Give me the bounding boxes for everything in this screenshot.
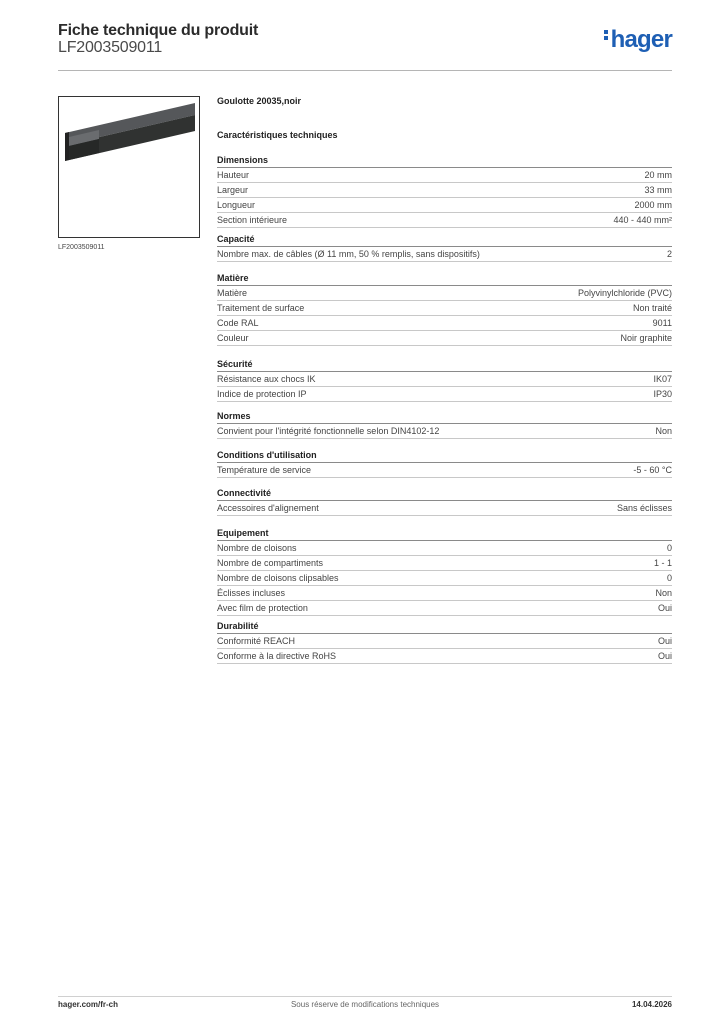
spec-value: 20 mm <box>644 170 672 180</box>
spec-value: 2 <box>666 249 672 259</box>
spec-section <box>217 357 672 402</box>
section-title: Matière <box>217 271 672 286</box>
spec-value: IK07 <box>653 374 672 384</box>
spec-label: Conforme à la directive RoHS <box>217 651 337 661</box>
section-title: Dimensions <box>217 153 672 168</box>
spec-row <box>217 634 672 649</box>
page-header <box>58 20 672 71</box>
spec-value: 2000 mm <box>634 200 672 210</box>
spec-label: Nombre de cloisons clipsables <box>217 573 339 583</box>
spec-label: Longueur <box>217 200 256 210</box>
spec-row <box>217 168 672 183</box>
page-footer <box>58 996 672 1013</box>
spec-value: Oui <box>657 651 672 661</box>
spec-row <box>217 649 672 664</box>
tech-heading: Caractéristiques techniques <box>217 130 338 140</box>
spec-value: Oui <box>657 603 672 613</box>
spec-value: Non <box>655 426 672 436</box>
section-title: Equipement <box>217 526 672 541</box>
logo-text: hager <box>610 26 672 53</box>
footer-date: 14.04.2026 <box>631 1000 672 1009</box>
product-name: Goulotte 20035,noir <box>217 96 302 106</box>
spec-label: Code RAL <box>217 318 259 328</box>
section-title: Capacité <box>217 232 672 247</box>
spec-row <box>217 198 672 213</box>
spec-label: Couleur <box>217 333 249 343</box>
spec-label: Éclisses incluses <box>217 588 286 598</box>
spec-label: Matière <box>217 288 248 298</box>
spec-label: Section intérieure <box>217 215 288 225</box>
spec-section <box>217 619 672 664</box>
spec-label: Traitement de surface <box>217 303 305 313</box>
spec-label: Largeur <box>217 185 249 195</box>
spec-value: Polyvinylchloride (PVC) <box>577 288 672 298</box>
image-caption: LF2003509011 <box>58 244 105 251</box>
page-title: Fiche technique du produit <box>58 22 259 39</box>
section-title: Connectivité <box>217 486 672 501</box>
spec-value: Sans éclisses <box>616 503 672 513</box>
spec-section <box>217 486 672 516</box>
spec-row <box>217 316 672 331</box>
spec-label: Température de service <box>217 465 312 475</box>
cable-duct-image <box>59 97 199 237</box>
product-reference: LF2003509011 <box>58 39 163 56</box>
spec-label: Conformité REACH <box>217 636 296 646</box>
spec-section <box>217 232 672 262</box>
section-title: Conditions d'utilisation <box>217 448 672 463</box>
spec-value: Non <box>655 588 672 598</box>
spec-row <box>217 463 672 478</box>
footer-website-link[interactable]: hager.com/fr-ch <box>58 1000 119 1009</box>
spec-section <box>217 153 672 228</box>
spec-row <box>217 247 672 262</box>
footer-disclaimer: Sous réserve de modifications techniques <box>290 1000 440 1009</box>
spec-row <box>217 586 672 601</box>
spec-row <box>217 424 672 439</box>
spec-row <box>217 183 672 198</box>
spec-row <box>217 601 672 616</box>
section-title: Sécurité <box>217 357 672 372</box>
spec-value: 9011 <box>652 318 672 328</box>
logo-dots-icon <box>604 28 609 42</box>
spec-row <box>217 501 672 516</box>
spec-value: -5 - 60 °C <box>633 465 672 475</box>
spec-label: Hauteur <box>217 170 250 180</box>
spec-row <box>217 556 672 571</box>
spec-value: 33 mm <box>644 185 672 195</box>
spec-row <box>217 213 672 228</box>
spec-value: Oui <box>657 636 672 646</box>
spec-row <box>217 331 672 346</box>
section-title: Normes <box>217 409 672 424</box>
spec-section <box>217 448 672 478</box>
spec-label: Nombre max. de câbles (Ø 11 mm, 50 % remplis, sans dispositifs) <box>217 249 480 259</box>
product-image <box>58 96 200 238</box>
spec-value: Noir graphite <box>620 333 672 343</box>
spec-row <box>217 387 672 402</box>
spec-label: Avec film de protection <box>217 603 308 613</box>
spec-label: Résistance aux chocs IK <box>217 374 316 384</box>
spec-value: 1 - 1 <box>653 558 672 568</box>
spec-section <box>217 409 672 439</box>
spec-row <box>217 541 672 556</box>
spec-value: 0 <box>666 543 672 553</box>
spec-row <box>217 301 672 316</box>
section-title: Durabilité <box>217 619 672 634</box>
spec-label: Convient pour l'intégrité fonctionnelle selon DIN4102-12 <box>217 426 440 436</box>
spec-section <box>217 271 672 346</box>
spec-label: Nombre de cloisons <box>217 543 297 553</box>
spec-label: Accessoires d'alignement <box>217 503 319 513</box>
spec-value: Non traité <box>632 303 672 313</box>
spec-row <box>217 571 672 586</box>
spec-label: Indice de protection IP <box>217 389 307 399</box>
spec-row <box>217 286 672 301</box>
hager-logo[interactable] <box>604 26 672 54</box>
spec-section <box>217 526 672 616</box>
spec-label: Nombre de compartiments <box>217 558 324 568</box>
spec-value: IP30 <box>653 389 672 399</box>
spec-value: 440 - 440 mm² <box>613 215 672 225</box>
spec-value: 0 <box>666 573 672 583</box>
spec-row <box>217 372 672 387</box>
